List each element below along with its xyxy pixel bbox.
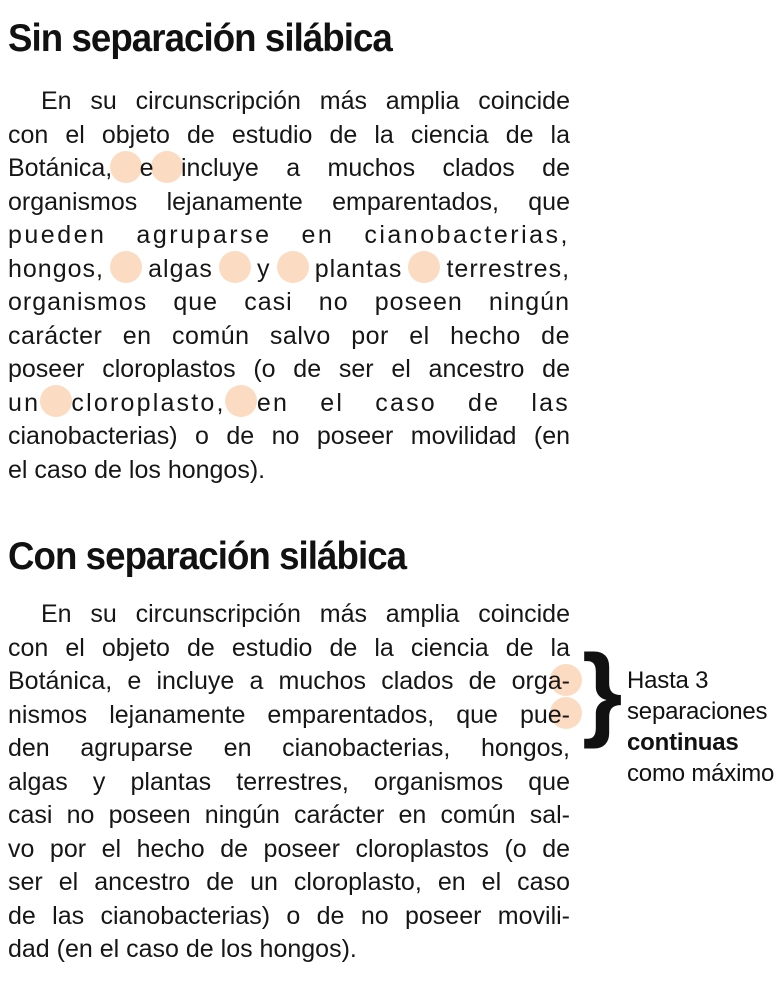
section-heading: Sin separación silábica [8, 17, 392, 60]
text-line: organismos lejanamente emparentados, que [8, 187, 570, 216]
text-line: casi no poseen ningún carácter en común sal- [8, 801, 570, 829]
text-line: el caso de los hongos). [8, 455, 266, 484]
text-line: Botánica, e incluye a muchos clados de orga- [8, 667, 570, 695]
text-line: con el objeto de estudio de la ciencia de la [8, 120, 570, 149]
paragraph-con-separacion [8, 598, 570, 967]
text-line: organismos que casi no poseen ningún [8, 288, 570, 316]
separation-highlight-circle [112, 154, 139, 182]
separation-highlight-circle [402, 255, 446, 283]
section-con-separacion [8, 535, 570, 967]
text-line: vo por el hecho de poseer cloroplastos (o de [8, 834, 570, 863]
text-line: En su circunscripción más amplia coincide [41, 600, 570, 628]
section-heading: Con separación silábica [8, 535, 407, 578]
text-line: nismos lejanamente emparentados, que pue- [8, 700, 570, 729]
annotation-line: Hasta 3 [627, 667, 709, 694]
text-line: dad (en el caso de los hongos). [8, 935, 357, 963]
text-line: carácter en común salvo por el hecho de [8, 321, 570, 350]
separation-highlight-circle [104, 255, 148, 283]
separation-highlight-circle: - [561, 700, 570, 729]
separation-highlight-circle: - [561, 667, 570, 695]
text-line: den agruparse en cianobacterias, hongos, [8, 734, 570, 762]
text-line: Botánica, e incluye a muchos clados de [8, 154, 570, 182]
text-line: pueden agruparse en cianobacterias, [8, 221, 570, 249]
text-line: con el objeto de estudio de la ciencia de la [8, 633, 570, 662]
text-line: poseer cloroplastos (o de ser el ancestro de [8, 355, 570, 383]
text-line: algas y plantas terrestres, organismos que [8, 767, 570, 796]
text-line: ser el ancestro de un cloroplasto, en el caso [8, 868, 570, 896]
text-line: un cloroplasto, en el caso de las [8, 388, 570, 417]
annotation-line-bold: continuas [627, 729, 739, 756]
text-line: hongos, algas y plantas terrestres, [8, 254, 571, 283]
separation-highlight-circle [271, 255, 315, 283]
separation-highlight-circle [226, 389, 257, 417]
text-line: cianobacterias) o de no poseer movilidad (en [8, 422, 570, 450]
text-line: de las cianobacterias) o de no poseer movili- [8, 901, 570, 930]
separation-highlight-circle [40, 389, 71, 417]
separation-highlight-circle [213, 255, 257, 283]
curly-brace: } [582, 634, 623, 750]
paragraph-sin-separacion [8, 85, 570, 487]
annotation-note [627, 665, 784, 789]
text-line: En su circunscripción más amplia coincide [41, 87, 570, 115]
annotation-line: como máximo [627, 760, 775, 787]
annotation-line: separaciones [627, 698, 768, 725]
separation-highlight-circle [154, 154, 181, 182]
section-sin-separacion [8, 17, 570, 487]
